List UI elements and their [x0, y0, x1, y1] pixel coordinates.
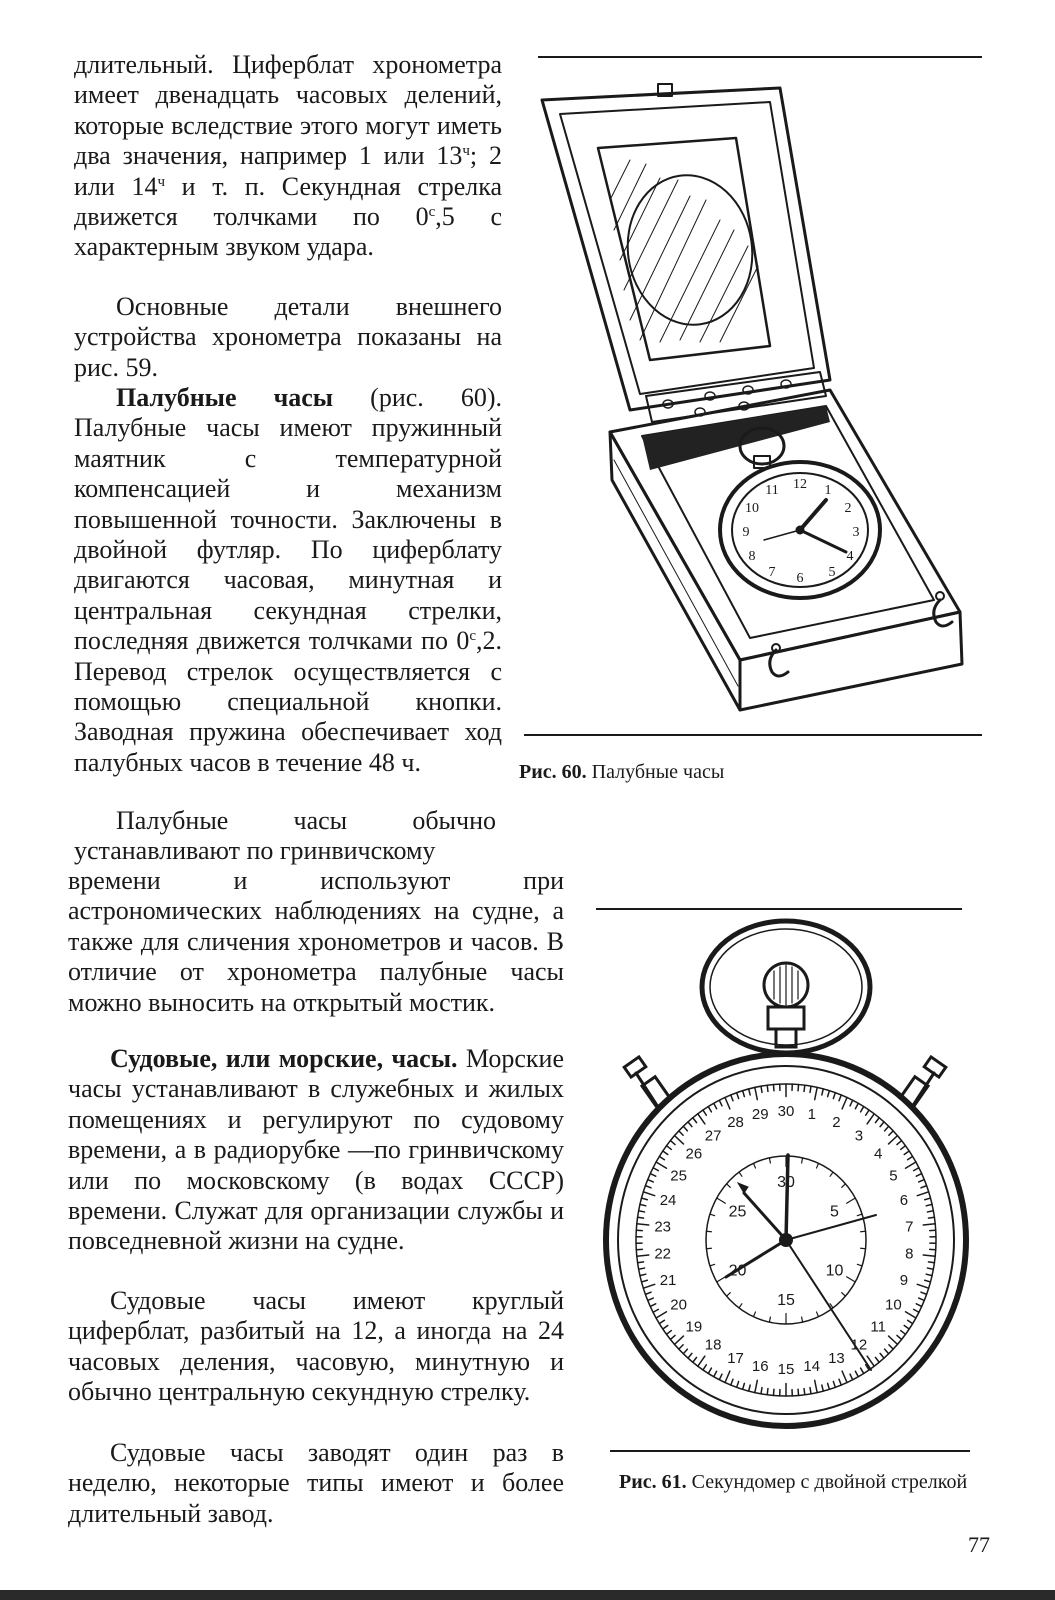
- outer-scale-tick: [889, 1131, 893, 1135]
- outer-scale-tick: [708, 1368, 711, 1373]
- outer-scale-number: 12: [850, 1336, 868, 1354]
- stopwatch-split-hand: [744, 1193, 786, 1240]
- outer-scale-tick: [749, 1385, 750, 1391]
- outer-scale-tick: [880, 1122, 884, 1127]
- outer-scale-tick: [637, 1224, 649, 1225]
- outer-scale-tick: [822, 1385, 823, 1391]
- outer-scale-tick: [679, 1131, 683, 1135]
- outer-scale-tick: [861, 1368, 864, 1373]
- outer-scale-tick: [914, 1309, 919, 1312]
- outer-scale-tick: [828, 1091, 830, 1097]
- outer-scale-tick: [889, 1136, 898, 1144]
- outer-scale-tick: [659, 1156, 664, 1159]
- outer-scale-number: 27: [704, 1127, 722, 1145]
- inner-scale-tick: [706, 1248, 711, 1249]
- outer-scale-tick: [755, 1380, 757, 1392]
- outer-scale-tick: [875, 1357, 879, 1362]
- outer-scale-tick: [815, 1380, 817, 1392]
- outer-scale-tick: [855, 1371, 858, 1376]
- paragraph-deck-watch-usage: времени и используют при астрономических наблюдениях на судне, а также для сличения хронометров и часов. В отличие от хронометра палубные часы можно выносить на открытый мостик.: [68, 866, 564, 1017]
- outer-scale-tick: [885, 1349, 889, 1354]
- outer-scale-tick: [679, 1345, 683, 1349]
- outer-scale-number: 22: [654, 1245, 672, 1263]
- inner-scale-tick: [842, 1184, 846, 1188]
- stopwatch-minute-hand-left: [726, 1240, 786, 1280]
- paragraph-deck-watch: Палубные часы (рис. 60). Палубные часы имеют пружинный маятник с температурной компенсацией и механизм повышенной точности. Заключены в двойной футляр. По циферблату двигаются часовая, минутная и центральная секундная стрелки, последняя движется толчками по $0^с,2$. Перевод стрелок осуществляется с помощью специальной кнопки. Заводная пружина обеспечивает ход палубных часов в течение 48 ч.: [74, 383, 502, 777]
- outer-scale-tick: [749, 1089, 750, 1095]
- inner-scale-tick: [817, 1312, 819, 1317]
- outer-scale-tick: [714, 1371, 717, 1376]
- outer-scale-tick: [670, 1335, 675, 1339]
- outer-scale-tick: [663, 1325, 668, 1329]
- outer-scale-tick: [688, 1353, 692, 1358]
- outer-scale-tick: [708, 1107, 711, 1112]
- outer-scale-tick: [916, 1304, 921, 1307]
- outer-scale-tick: [923, 1224, 935, 1225]
- inner-scale-tick: [717, 1198, 726, 1203]
- figure-61-label: Рис. 61.: [619, 1471, 687, 1493]
- scan-bottom-edge: [0, 1590, 1055, 1600]
- stopwatch-center: [779, 1233, 793, 1247]
- outer-scale-tick: [850, 1374, 853, 1380]
- outer-scale-tick: [897, 1335, 902, 1339]
- inner-scale-tick: [727, 1293, 731, 1297]
- watch-minute-hand: [800, 530, 846, 552]
- inner-scale-tick: [739, 1304, 742, 1308]
- outer-scale-tick: [659, 1320, 664, 1323]
- inner-scale-tick: [753, 1163, 755, 1168]
- outer-scale-tick: [928, 1217, 934, 1218]
- outer-scale-tick: [904, 1325, 909, 1329]
- inner-scale-number: 15: [777, 1291, 795, 1309]
- outer-scale-tick: [889, 1336, 898, 1344]
- outer-scale-tick: [925, 1198, 931, 1200]
- lid-glass-circle: [618, 167, 762, 333]
- outer-scale-tick: [921, 1292, 927, 1294]
- outer-scale-tick: [866, 1110, 869, 1115]
- inner-scale-tick: [861, 1248, 866, 1249]
- inner-scale-tick: [847, 1198, 856, 1203]
- outer-scale-tick: [927, 1268, 933, 1269]
- figure-60-label: Рис. 60.: [519, 761, 587, 783]
- outer-scale-tick: [833, 1093, 835, 1099]
- outer-scale-tick: [921, 1186, 927, 1188]
- outer-scale-tick: [885, 1126, 889, 1131]
- dial-numeral: 12: [793, 477, 807, 492]
- paragraph-ship-clock-winding: Судовые часы заводят один раз в неделю, некоторые типы имеют и более длительный завод.: [68, 1438, 564, 1528]
- outer-scale-number: 21: [659, 1271, 677, 1289]
- outer-scale-tick: [822, 1089, 823, 1095]
- outer-scale-tick: [916, 1174, 921, 1177]
- outer-scale-tick: [904, 1151, 909, 1155]
- outer-scale-number: 17: [727, 1349, 744, 1367]
- outer-scale-tick: [810, 1388, 811, 1394]
- term-ship-clocks: Судовые, или морские, часы.: [110, 1044, 458, 1073]
- watch-hour-hand: [800, 500, 826, 530]
- outer-scale-number: 23: [654, 1218, 672, 1236]
- outer-scale-number: 1: [807, 1105, 816, 1123]
- figure-61-caption: Рис. 61. Секундомер с двойной стрелкой: [619, 1471, 968, 1493]
- outer-scale-tick: [908, 1320, 913, 1323]
- outer-scale-tick: [839, 1095, 841, 1101]
- outer-scale-tick: [645, 1292, 651, 1294]
- outer-scale-tick: [755, 1087, 757, 1099]
- outer-scale-tick: [698, 1356, 705, 1366]
- page-number: 77: [968, 1532, 990, 1557]
- dial-numeral: 4: [846, 549, 854, 564]
- outer-scale-tick: [731, 1095, 733, 1101]
- inner-scale-number: 30: [777, 1174, 795, 1192]
- figure-61-bottom-rule: [610, 1450, 970, 1452]
- outer-scale-tick: [919, 1298, 925, 1300]
- inner-scale-tick: [861, 1231, 866, 1232]
- outer-scale-tick: [804, 1389, 805, 1395]
- inner-scale-number: 5: [830, 1203, 839, 1221]
- outer-scale-tick: [714, 1103, 717, 1108]
- outer-scale-tick: [842, 1097, 847, 1108]
- outer-scale-tick: [640, 1274, 646, 1275]
- outer-scale-tick: [656, 1312, 666, 1318]
- dial-numeral: 1: [824, 483, 832, 498]
- paragraph-chronometer-details: Основные детали внешнего устройства хронометра показаны на рис. 59.: [74, 292, 502, 382]
- inner-scale-tick: [802, 1317, 803, 1322]
- figure-61-stopwatch: [596, 915, 986, 1445]
- outer-scale-number: 8: [905, 1245, 914, 1263]
- outer-scale-tick: [703, 1365, 706, 1370]
- outer-scale-tick: [719, 1374, 722, 1380]
- outer-scale-tick: [889, 1345, 893, 1349]
- paragraph-chronometer-dial: длительный. Циферблат хронометра имеет двенадцать часовых делений, которые вследствие этого могут иметь два значения, например 1 или $13^ч$; 2 или $14^ч$ и т. п. Секундная стрелка движется толчками по $0^с,5$ с характерным звуком удара.: [74, 50, 503, 262]
- outer-scale-number: 10: [885, 1296, 902, 1314]
- outer-scale-tick: [798, 1085, 799, 1091]
- outer-scale-number: 19: [685, 1318, 703, 1336]
- outer-scale-tick: [731, 1379, 733, 1385]
- outer-scale-tick: [855, 1103, 858, 1108]
- outer-scale-number: 6: [899, 1192, 909, 1210]
- outer-scale-tick: [650, 1304, 655, 1307]
- outer-scale-tick: [650, 1174, 655, 1177]
- inner-scale-number: 25: [728, 1203, 747, 1221]
- outer-scale-tick: [743, 1383, 745, 1389]
- term-deck-watch: Палубные часы: [116, 383, 334, 412]
- outer-scale-number: 9: [899, 1271, 909, 1289]
- outer-scale-tick: [725, 1371, 730, 1382]
- outer-scale-tick: [926, 1274, 932, 1275]
- outer-scale-tick: [638, 1262, 644, 1263]
- inner-scale-tick: [769, 1317, 770, 1322]
- outer-scale-tick: [698, 1114, 705, 1124]
- outer-scale-tick: [919, 1180, 925, 1182]
- outer-scale-tick: [743, 1091, 745, 1097]
- outer-scale-tick: [867, 1114, 874, 1124]
- inner-scale-tick: [857, 1264, 862, 1266]
- outer-scale-tick: [667, 1331, 672, 1335]
- outer-scale-tick: [737, 1093, 739, 1099]
- outer-scale-tick: [667, 1146, 672, 1150]
- dial-numeral: 10: [745, 501, 759, 516]
- outer-scale-number: 25: [670, 1167, 687, 1185]
- outer-scale-number: 3: [854, 1127, 864, 1145]
- outer-scale-tick: [725, 1097, 730, 1108]
- dial-numeral: 6: [796, 571, 804, 586]
- dial-numeral: 11: [765, 483, 779, 498]
- outer-scale-tick: [653, 1309, 658, 1312]
- outer-scale-tick: [875, 1118, 879, 1123]
- outer-scale-tick: [861, 1107, 864, 1112]
- inner-scale-tick: [830, 1172, 833, 1176]
- outer-scale-tick: [906, 1312, 916, 1318]
- figure-60-deck-watch-box: [530, 60, 990, 720]
- outer-scale-tick: [906, 1162, 916, 1168]
- inner-scale-tick: [710, 1264, 715, 1266]
- inner-scale-tick: [802, 1158, 803, 1163]
- outer-scale-tick: [773, 1389, 774, 1395]
- outer-scale-tick: [639, 1268, 645, 1269]
- outer-scale-number: 7: [905, 1218, 914, 1236]
- lid-inner: [560, 102, 814, 394]
- outer-scale-tick: [688, 1122, 692, 1127]
- outer-scale-tick: [828, 1383, 830, 1389]
- outer-scale-tick: [901, 1331, 906, 1335]
- figure-61-top-rule: [596, 908, 962, 910]
- outer-scale-tick: [642, 1280, 648, 1282]
- box-side: [740, 612, 962, 710]
- outer-scale-tick: [917, 1192, 928, 1196]
- inner-scale-tick: [769, 1158, 770, 1163]
- dial-numeral: 8: [748, 549, 756, 564]
- outer-scale-number: 29: [751, 1105, 769, 1123]
- outer-scale-tick: [842, 1371, 847, 1382]
- inner-scale-tick: [727, 1184, 731, 1188]
- outer-scale-tick: [767, 1389, 768, 1395]
- outer-scale-tick: [923, 1255, 935, 1256]
- inner-scale-tick: [817, 1163, 819, 1168]
- outer-scale-tick: [719, 1100, 722, 1106]
- figure-60-caption: Рис. 60. Палубные часы: [519, 761, 725, 783]
- outer-scale-number: 28: [727, 1114, 744, 1132]
- outer-scale-tick: [833, 1381, 835, 1387]
- dial-numeral: 9: [742, 525, 750, 540]
- paragraph-deck-watch-usage-start: Палубные часы обычно устанавливают по гринвичскому: [74, 806, 496, 866]
- outer-scale-tick: [761, 1086, 762, 1092]
- outer-scale-tick: [653, 1168, 658, 1171]
- glass-reflection-hatch: [610, 160, 758, 342]
- stopwatch-minute-hand-up: [786, 1155, 788, 1240]
- watch-second-hand: [764, 530, 800, 540]
- inner-scale-tick: [717, 1277, 726, 1282]
- outer-scale-number: 26: [685, 1145, 703, 1163]
- outer-scale-tick: [675, 1136, 684, 1144]
- figure-60-top-rule: [538, 56, 982, 58]
- outer-scale-tick: [638, 1217, 644, 1218]
- box-front-line: [614, 460, 738, 686]
- paragraph-ship-clock-dial: Судовые часы имеют круглый циферблат, разбитый на 12, а иногда на 24 часовых деления, часовую, минутную и обычно центральную секундную стрелку.: [68, 1286, 564, 1407]
- outer-scale-tick: [675, 1336, 684, 1344]
- outer-scale-tick: [703, 1110, 706, 1115]
- outer-scale-tick: [640, 1204, 646, 1205]
- figure-60-bottom-rule: [524, 734, 982, 736]
- outer-scale-tick: [880, 1353, 884, 1358]
- outer-scale-tick: [928, 1262, 934, 1263]
- inner-scale-number: 10: [825, 1262, 844, 1280]
- dial-numeral: 3: [852, 525, 860, 540]
- outer-scale-number: 20: [670, 1296, 687, 1314]
- outer-scale-number: 5: [889, 1167, 898, 1185]
- outer-scale-tick: [683, 1349, 687, 1354]
- outer-scale-tick: [767, 1085, 768, 1091]
- outer-scale-number: 11: [870, 1318, 886, 1336]
- outer-scale-tick: [648, 1298, 654, 1300]
- stopwatch-pusher-left: [624, 1057, 670, 1107]
- outer-scale-tick: [648, 1180, 654, 1182]
- outer-scale-tick: [901, 1146, 906, 1150]
- outer-scale-number: 30: [777, 1103, 795, 1121]
- inner-scale-number: 20: [728, 1262, 747, 1280]
- inner-scale-tick: [706, 1231, 711, 1232]
- outer-scale-tick: [908, 1156, 913, 1159]
- outer-scale-tick: [639, 1211, 645, 1212]
- outer-scale-number: 4: [873, 1145, 883, 1163]
- inner-scale-tick: [753, 1312, 755, 1317]
- dial-numeral: 2: [844, 501, 852, 516]
- outer-scale-tick: [897, 1141, 902, 1145]
- outer-scale-tick: [656, 1162, 666, 1168]
- dial-numeral: 5: [828, 565, 836, 580]
- stopwatch-stem: [768, 1007, 804, 1029]
- outer-scale-tick: [850, 1100, 853, 1106]
- outer-scale-number: 14: [803, 1358, 821, 1376]
- outer-scale-tick: [663, 1151, 668, 1155]
- outer-scale-number: 18: [704, 1336, 722, 1354]
- outer-scale-number: 24: [659, 1192, 677, 1210]
- dial-numeral: 7: [768, 565, 776, 580]
- outer-scale-tick: [693, 1357, 697, 1362]
- outer-scale-tick: [761, 1388, 762, 1394]
- outer-scale-tick: [737, 1381, 739, 1387]
- inner-scale-tick: [842, 1293, 846, 1297]
- outer-scale-tick: [693, 1118, 697, 1123]
- outer-scale-tick: [773, 1085, 774, 1091]
- outer-scale-tick: [645, 1186, 651, 1188]
- inner-scale-tick: [847, 1277, 856, 1282]
- paragraph-ship-clocks: Судовые, или морские, часы. Морские часы устанавливают в служебных и жилых помещениях и регулируют по судовому времени, а в радиорубке —по гринвичскому или по московскому (в водах СССР) времени. Служат для организации службы и повседневной жизни на судне.: [68, 1044, 564, 1256]
- inner-scale-tick: [710, 1214, 715, 1216]
- outer-scale-tick: [670, 1141, 675, 1145]
- outer-scale-tick: [804, 1085, 805, 1091]
- outer-scale-number: 15: [777, 1360, 795, 1378]
- outer-scale-tick: [637, 1255, 649, 1256]
- watch-center: [796, 526, 804, 534]
- outer-scale-tick: [925, 1280, 931, 1282]
- outer-scale-number: 2: [832, 1114, 841, 1132]
- outer-scale-tick: [815, 1087, 817, 1099]
- outer-scale-tick: [798, 1389, 799, 1395]
- outer-scale-tick: [926, 1204, 932, 1205]
- inner-scale-tick: [739, 1172, 742, 1176]
- outer-scale-tick: [683, 1126, 687, 1131]
- box-hook-front: [770, 650, 788, 676]
- outer-scale-tick: [927, 1211, 933, 1212]
- lid-outer: [542, 88, 830, 410]
- outer-scale-tick: [914, 1168, 919, 1171]
- outer-scale-number: 16: [751, 1358, 769, 1376]
- outer-scale-tick: [810, 1086, 811, 1092]
- outer-scale-tick: [917, 1284, 928, 1288]
- inner-scale-tick: [857, 1214, 862, 1216]
- outer-scale-number: 13: [828, 1349, 845, 1367]
- outer-scale-tick: [642, 1198, 648, 1200]
- outer-scale-tick: [839, 1379, 841, 1385]
- outer-scale-tick: [643, 1192, 654, 1196]
- outer-scale-tick: [643, 1284, 654, 1288]
